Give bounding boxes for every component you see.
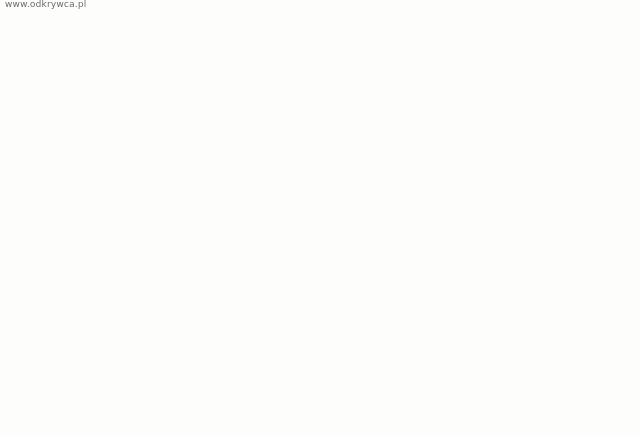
paragraph [30,4,634,436]
text-line-16 [30,367,634,391]
watermark-text: www.odkrywca.pl [5,0,87,10]
text-line-7 [30,149,634,173]
text-line-14 [30,318,634,342]
text-line-10 [30,222,634,246]
text-line-1 [30,4,634,28]
text-line-8 [30,173,634,197]
text-line-4 [30,77,634,101]
text-line-11 [30,246,634,270]
text-line-18 [30,415,634,436]
text-line-9 [30,198,634,222]
text-line-12 [30,270,634,294]
text-line-15 [30,343,634,367]
text-line-2 [30,28,634,52]
text-line-17 [30,391,634,415]
text-line-13 [30,294,634,318]
text-line-3 [30,52,634,76]
text-line-5 [30,101,634,125]
text-line-6 [30,125,634,149]
